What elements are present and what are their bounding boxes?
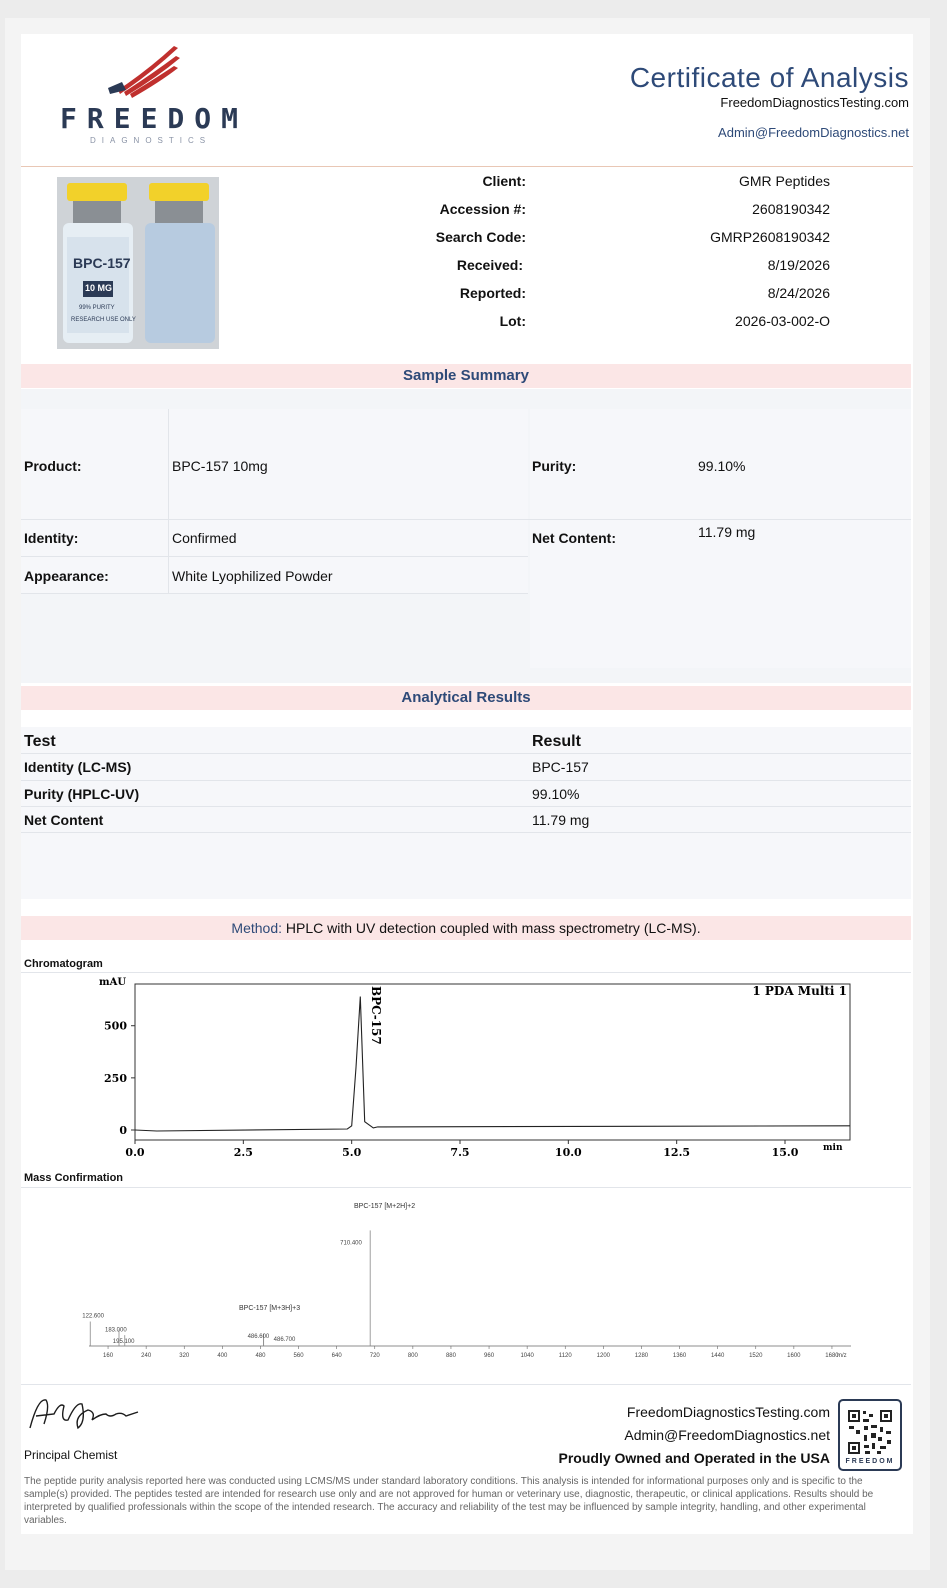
search-code-value: GMRP2608190342 — [710, 229, 830, 245]
sample-summary-heading: Sample Summary — [21, 364, 911, 388]
qr-caption: FREEDOM — [845, 1458, 895, 1465]
chemist-role: Principal Chemist — [24, 1448, 118, 1462]
chromatogram-plot-frame — [135, 984, 850, 1140]
mass-x-tick-label: 1520 — [749, 1353, 763, 1359]
mass-peak-label: 710.400 — [340, 1240, 362, 1247]
received-label: Received: — [456, 257, 523, 273]
logo-wordmark: FREEDOM — [60, 102, 249, 135]
chromatogram-trace — [135, 997, 850, 1132]
footer-tagline: Proudly Owned and Operated in the USA — [558, 1450, 830, 1466]
results-row-result: 11.79 mg — [532, 812, 590, 828]
accession-label: Accession #: — [439, 201, 526, 217]
mass-x-tick-label: 400 — [217, 1353, 228, 1359]
chromatogram-y-tick-label: 250 — [104, 1071, 127, 1085]
chromatogram-x-tick-label: 12.5 — [663, 1146, 691, 1159]
mass-x-tick-label: 480 — [255, 1353, 266, 1359]
reported-label: Reported: — [459, 285, 526, 301]
mass-x-tick-label: 1440 — [710, 1353, 725, 1359]
chromatogram-x-tick-label: 0.0 — [125, 1146, 145, 1159]
chromatogram-x-unit: min — [823, 1143, 843, 1153]
net-content-value: 11.79 mg — [698, 524, 756, 540]
vial-dose: 10 MG — [85, 283, 113, 293]
summary-col-divider — [168, 409, 169, 594]
footer-divider — [21, 1384, 911, 1385]
results-row-divider — [21, 832, 911, 833]
mass-x-tick-label: 1040 — [520, 1353, 534, 1359]
flag-swoosh-icon — [60, 44, 230, 104]
results-col-test: Test — [24, 733, 56, 750]
chromatogram-y-tick-label: 500 — [104, 1019, 127, 1033]
page-title: Certificate of Analysis — [629, 62, 909, 93]
results-row-result: BPC-157 — [532, 759, 589, 775]
identity-label: Identity: — [24, 530, 79, 546]
mass-x-tick-label: 240 — [141, 1353, 152, 1359]
mass-x-tick-label: 1280 — [634, 1353, 649, 1359]
mass-x-tick-label: 1200 — [596, 1353, 611, 1359]
chromatogram-title: Chromatogram — [24, 958, 103, 970]
company-logo — [60, 44, 249, 145]
qr-code-icon — [847, 1409, 893, 1455]
mass-x-tick-label: 560 — [293, 1353, 304, 1359]
mass-x-tick-label: 320 — [179, 1353, 190, 1359]
mass-peak-label: 486.600 — [247, 1333, 270, 1340]
results-row-test: Net Content — [24, 812, 104, 828]
chromatogram-x-tick-label: 2.5 — [233, 1146, 253, 1159]
mass-x-tick-label: 640 — [331, 1353, 342, 1359]
results-col-result: Result — [532, 733, 581, 750]
net-content-label: Net Content: — [532, 530, 616, 546]
client-label: Client: — [482, 173, 526, 189]
product-value: BPC-157 10mg — [172, 458, 268, 474]
client-value: GMR Peptides — [738, 173, 830, 189]
chromatogram-x-tick-label: 5.0 — [342, 1146, 362, 1159]
chromatogram-x-tick-label: 15.0 — [771, 1146, 799, 1159]
chromatogram-y-tick-label: 0 — [119, 1124, 127, 1137]
results-row-test: Purity (HPLC-UV) — [24, 786, 140, 802]
logo-subtitle: DIAGNOSTICS — [90, 136, 212, 145]
purity-value: 99.10% — [698, 458, 746, 474]
mass-peak-label: 195.100 — [112, 1339, 135, 1346]
lot-value: 2026-03-002-O — [735, 313, 830, 329]
header-email: Admin@FreedomDiagnostics.net — [718, 125, 909, 140]
mass-x-tick-label: 800 — [407, 1353, 418, 1359]
reported-value: 8/24/2026 — [767, 285, 830, 301]
header-website: FreedomDiagnosticsTesting.com — [720, 95, 909, 110]
product-label: Product: — [24, 458, 82, 474]
method-line — [21, 920, 911, 936]
results-row-divider — [21, 806, 911, 807]
header-divider — [21, 166, 913, 167]
mass-x-tick-label: 160 — [103, 1353, 114, 1359]
mass-x-tick-label: 1680 — [825, 1353, 839, 1359]
mass-x-tick-label: 1360 — [672, 1353, 687, 1359]
mass-x-tick-label: 720 — [369, 1353, 380, 1359]
results-row-divider — [21, 780, 911, 781]
chromatogram-y-unit: mAU — [99, 977, 127, 988]
chromatogram-x-tick-label: 10.0 — [554, 1146, 582, 1159]
footer-email: Admin@FreedomDiagnostics.net — [624, 1427, 830, 1443]
chromatogram-chart — [21, 974, 911, 1164]
signature — [26, 1392, 146, 1436]
results-header-divider — [21, 753, 911, 754]
accession-value: 2608190342 — [752, 201, 830, 217]
chromatogram-divider — [21, 972, 911, 973]
mass-divider — [21, 1187, 911, 1188]
results-row-result: 99.10% — [532, 786, 580, 802]
summary-row-divider-3 — [21, 593, 528, 594]
received-value: 8/19/2026 — [767, 257, 830, 273]
footer-website: FreedomDiagnosticsTesting.com — [626, 1404, 830, 1420]
identity-value: Confirmed — [172, 530, 237, 546]
results-row-test: Identity (LC-MS) — [24, 759, 132, 775]
summary-row-divider-2 — [21, 556, 528, 557]
mass-annotation: BPC-157 [M+2H]+2 — [354, 1203, 416, 1210]
mass-spectrum-chart — [21, 1190, 911, 1365]
summary-left-box — [21, 409, 528, 594]
mass-annotation: BPC-157 [M+3H]+3 — [239, 1305, 301, 1312]
mass-x-tick-label: 880 — [445, 1353, 456, 1359]
chromatogram-peak-label: BPC-157 — [369, 986, 383, 1045]
product-photo — [57, 177, 219, 349]
mass-x-tick-label: 1600 — [787, 1353, 801, 1359]
mass-x-tick-label: 960 — [484, 1353, 495, 1359]
mass-confirmation-title: Mass Confirmation — [24, 1172, 124, 1184]
vial-purity-tag: 99% PURITY — [79, 305, 115, 311]
appearance-label: Appearance: — [24, 568, 109, 584]
mass-peak-label: 486.700 — [273, 1337, 296, 1344]
lot-label: Lot: — [499, 313, 526, 329]
qr-code-badge — [838, 1399, 902, 1471]
disclaimer-text: The peptide purity analysis reported here was conducted using LCMS/MS under standard laboratory conditions. This analysis is intended for informational purposes only and is specific to the sample(s) provided. The peptides tested are intended for research use only and are not approved for human or veterinary use, diagnostic, therapeutic, or clinical applications. Results should be interpreted by qualified professionals within the scope of the intended research. The accuracy and reliability of the test may be influenced by sample integrity, handling, and other experimental variables. — [24, 1476, 874, 1526]
method-text: HPLC with UV detection coupled with mass spectrometry (LC-MS). — [285, 920, 701, 936]
analytical-results-heading: Analytical Results — [21, 686, 911, 710]
purity-label: Purity: — [532, 458, 577, 474]
vial-ruo: RESEARCH USE ONLY — [71, 317, 136, 323]
mass-peak-label: 183.000 — [105, 1327, 127, 1334]
vial-name: BPC-157 — [73, 255, 131, 271]
mass-peak-label: 122.600 — [82, 1313, 104, 1320]
search-code-label: Search Code: — [435, 229, 526, 245]
mass-x-tick-label: 1120 — [558, 1353, 572, 1359]
summary-row-divider-1 — [21, 519, 911, 520]
chromatogram-legend: 1 PDA Multi 1 — [752, 984, 847, 998]
mass-x-unit: m/z — [837, 1353, 847, 1359]
chromatogram-x-tick-label: 7.5 — [450, 1146, 470, 1159]
method-key: Method: — [231, 920, 282, 936]
appearance-value: White Lyophilized Powder — [172, 568, 333, 584]
